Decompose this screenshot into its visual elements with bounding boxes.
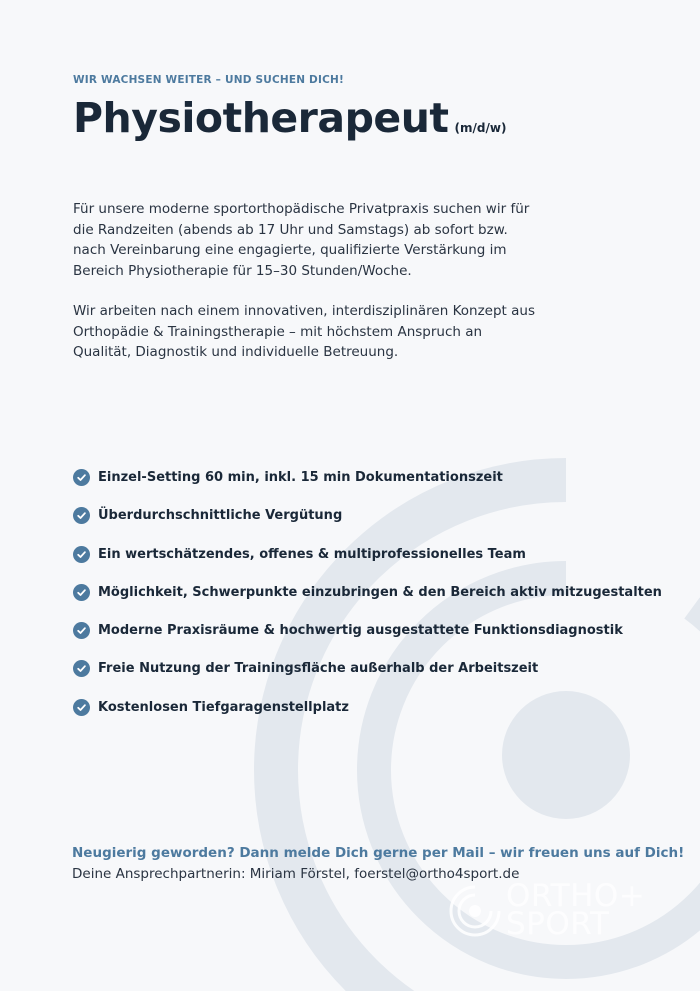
benefit-text: Moderne Praxisräume & hochwertig ausgestattete Funktionsdiagnostik — [98, 623, 623, 639]
benefits-list — [73, 467, 662, 735]
check-circle-icon — [73, 584, 90, 601]
benefit-item — [73, 505, 662, 543]
brand-logo — [448, 877, 668, 947]
check-circle-icon — [73, 469, 90, 486]
benefit-item — [73, 467, 662, 505]
benefit-text: Ein wertschätzendes, offenes & multiprofessionelles Team — [98, 546, 526, 562]
brand-name-line-1: ORTHO+ — [506, 878, 646, 914]
benefit-item — [73, 697, 662, 735]
brand-name-line-2: SPORT — [506, 906, 610, 942]
eyebrow-tagline: WIR WACHSEN WEITER – UND SUCHEN DICH! — [73, 74, 344, 86]
call-to-action: Neugierig geworden? Dann melde Dich gerne per Mail – wir freuen uns auf Dich! — [72, 845, 685, 861]
benefit-text: Kostenlosen Tiefgaragenstellplatz — [98, 699, 349, 715]
intro-paragraph-1: Für unsere moderne sportorthopädische Privatpraxis suchen wir für die Randzeiten (abends ab 17 Uhr und Samstags) ab sofort bzw. nach Vereinbarung eine engagierte, qualifizierte Verstärkung im Bereich Physiotherapie für 15–30 Stunden/Woche. — [73, 201, 530, 279]
contact-line: Deine Ansprechpartnerin: Miriam Förstel, foerstel@ortho4sport.de — [72, 866, 520, 882]
benefit-item — [73, 544, 662, 582]
check-circle-icon — [73, 699, 90, 716]
check-circle-icon — [73, 660, 90, 677]
benefit-text: Überdurchschnittliche Vergütung — [98, 508, 343, 524]
gender-suffix: (m/d/w) — [454, 121, 507, 135]
check-circle-icon — [73, 507, 90, 524]
benefit-text: Einzel-Setting 60 min, inkl. 15 min Dokumentationszeit — [98, 470, 503, 485]
job-title: Physiotherapeut — [73, 94, 449, 142]
ring-emblem-icon — [448, 881, 502, 941]
title-row — [73, 94, 506, 142]
check-circle-icon — [73, 546, 90, 563]
benefit-item — [73, 620, 662, 658]
intro-paragraph-2: Wir arbeiten nach einem innovativen, interdisziplinären Konzept aus Orthopädie & Trainingstherapie – mit höchstem Anspruch an Qualität, Diagnostik und individuelle Betreuung. — [73, 303, 535, 360]
benefit-text: Freie Nutzung der Trainingsfläche außerhalb der Arbeitszeit — [98, 661, 539, 677]
benefit-item — [73, 658, 662, 696]
benefit-item — [73, 582, 662, 620]
benefit-text: Möglichkeit, Schwerpunkte einzubringen & den Bereich aktiv mitzugestalten — [98, 584, 662, 600]
check-circle-icon — [73, 622, 90, 639]
